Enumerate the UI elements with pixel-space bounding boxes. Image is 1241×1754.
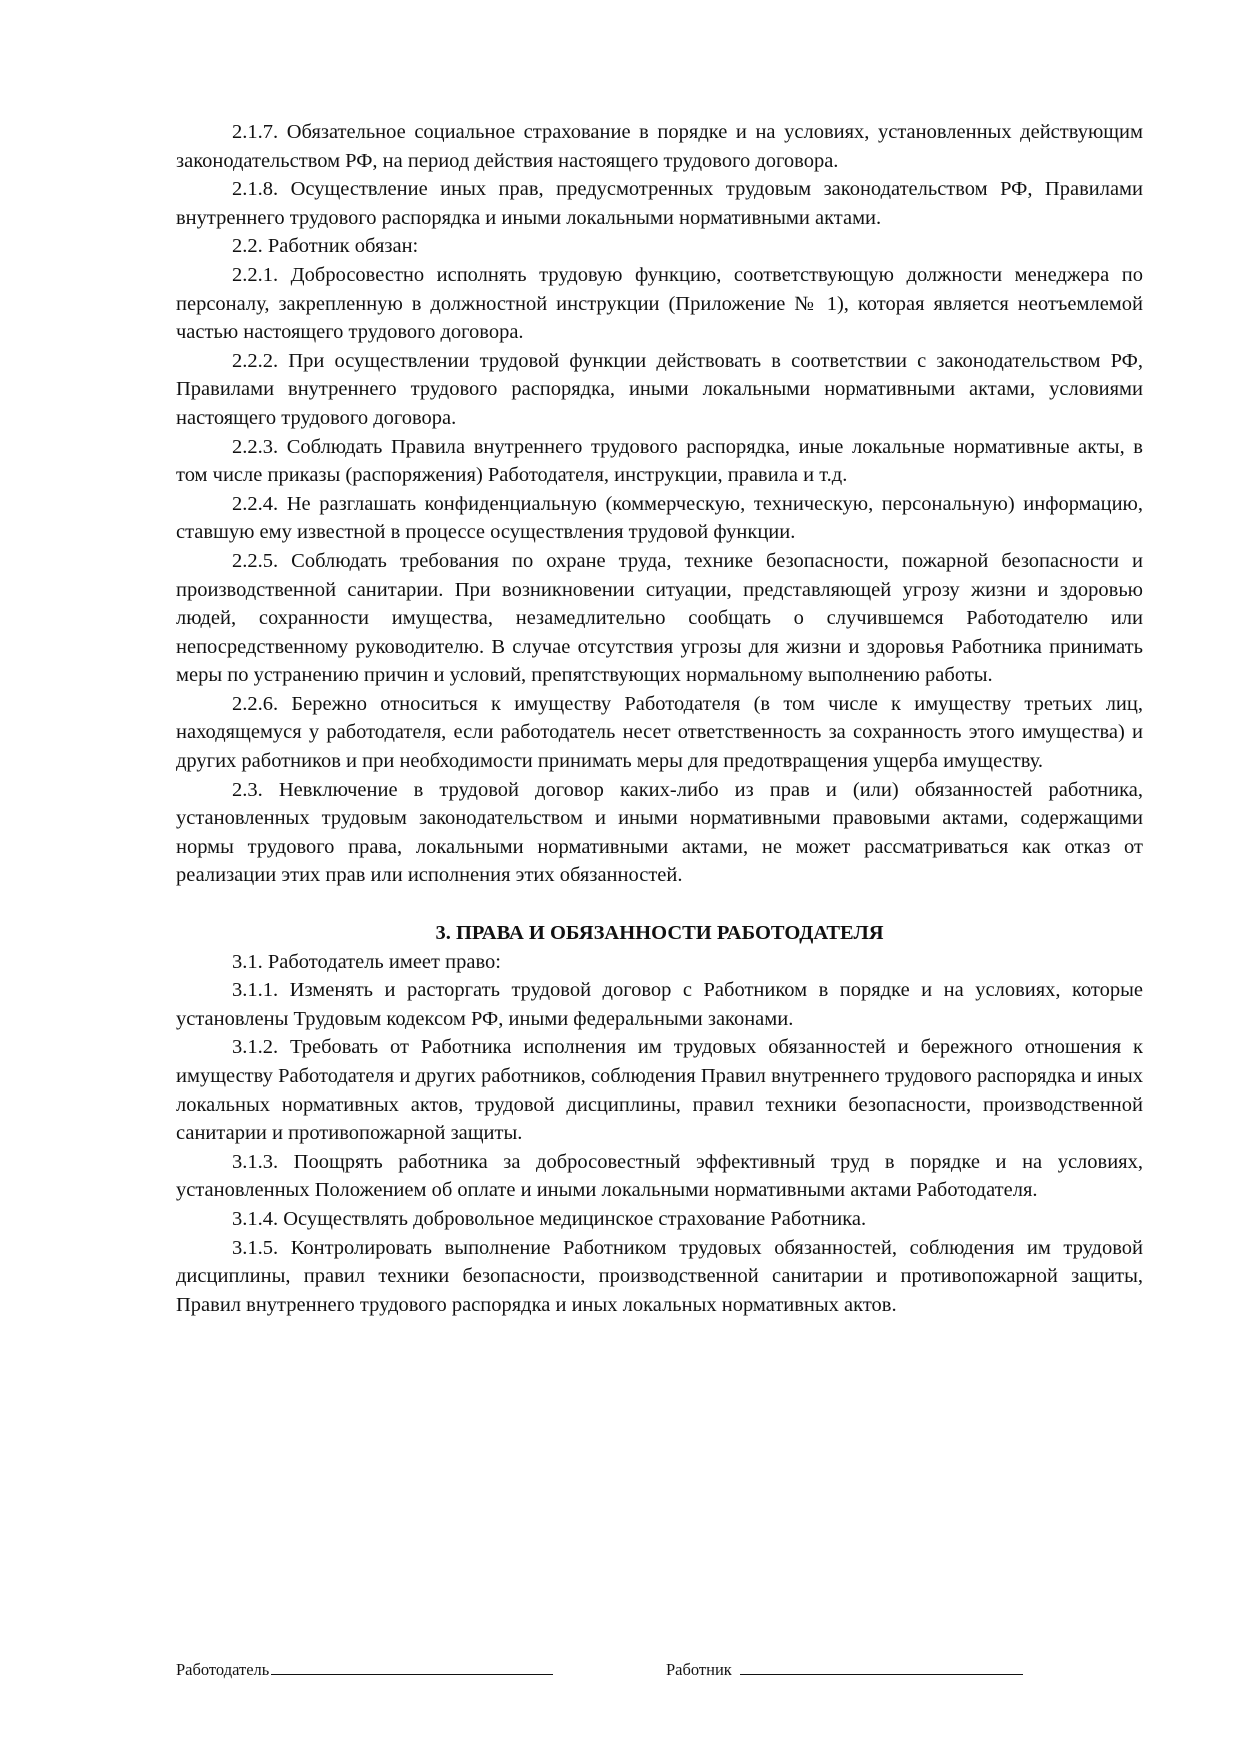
clause-3-1: 3.1. Работодатель имеет право: bbox=[232, 950, 501, 973]
clause-2-2-5: 2.2.5. Соблюдать требования по охране труда, технике безопасности, пожарной безопасности и производственной санитарии. При возникновении ситуации, представляющей угрозу жизни и здоровью людей, сохранности имущества, незамедлительно сообщать о случившемся Работодателю или непосредственному руководителю. В случае отсутствия угрозы для жизни и здоровья Работника принимать меры по устранению причин и условий, препятствующих нормальному выполнению работы. bbox=[176, 549, 1143, 687]
employee-signature-label: Работник bbox=[666, 1660, 732, 1679]
clause-2-2-1: 2.2.1. Добросовестно исполнять трудовую функцию, соответствующую должности менеджера по персоналу, закрепленную в должностной инструкции (Приложение № 1), которая является неотъемлемой частью настоящего трудового договора. bbox=[176, 263, 1143, 344]
clause-3-1-3: 3.1.3. Поощрять работника за добросовестный эффективный труд в порядке и на условиях, установленных Положением об оплате и иными локальными нормативными актами Работодателя. bbox=[176, 1150, 1143, 1202]
clause-2-1-7: 2.1.7. Обязательное социальное страхование в порядке и на условиях, установленных действующим законодательством РФ, на период действия настоящего трудового договора. bbox=[176, 121, 1143, 172]
clause-2-1-8: 2.1.8. Осуществление иных прав, предусмотренных трудовым законодательством РФ, Правилами внутреннего трудового распорядка и иными локальными нормативными актами. bbox=[176, 178, 1143, 229]
employer-signature-line bbox=[271, 1658, 553, 1675]
clause-3-1-4: 3.1.4. Осуществлять добровольное медицинское страхование Работника. bbox=[232, 1207, 867, 1230]
clause-2-2-3: 2.2.3. Соблюдать Правила внутреннего трудового распорядка, иные локальные нормативные акты, в том числе приказы (распоряжения) Работодателя, инструкции, правила и т.д. bbox=[176, 435, 1143, 487]
clause-2-2: 2.2. Работник обязан: bbox=[232, 235, 419, 258]
section-3-title: 3. ПРАВА И ОБЯЗАННОСТИ РАБОТОДАТЕЛЯ bbox=[435, 922, 884, 945]
employee-signature bbox=[666, 1658, 1023, 1682]
clause-3-1-1: 3.1.1. Изменять и расторгать трудовой договор с Работником в порядке и на условиях, которые установлены Трудовым кодексом РФ, иными федеральными законами. bbox=[176, 979, 1143, 1030]
employer-signature bbox=[176, 1658, 553, 1682]
clause-3-1-2: 3.1.2. Требовать от Работника исполнения им трудовых обязанностей и бережного отношения к имуществу Работодателя и других работников, соблюдения Правил внутреннего трудового распорядка и иных локальных нормативных актов, трудовой дисциплины, правил техники безопасности, производственной санитарии и противопожарной защиты. bbox=[176, 1036, 1143, 1145]
clause-2-2-2: 2.2.2. При осуществлении трудовой функции действовать в соответствии с законодательством РФ, Правилами внутреннего трудового распорядка, иными локальными нормативными актами, условиями настоящего трудового договора. bbox=[176, 349, 1143, 429]
clause-2-2-6: 2.2.6. Бережно относиться к имуществу Работодателя (в том числе к имуществу третьих лиц, находящемуся у работодателя, если работодатель несет ответственность за сохранность этого имущества) и других работников и при необходимости принимать меры для предотвращения ущерба имуществу. bbox=[176, 692, 1143, 773]
clause-2-2-4: 2.2.4. Не разглашать конфиденциальную (коммерческую, техническую, персональную) информацию, ставшую ему известной в процессе осуществления трудовой функции. bbox=[176, 492, 1143, 544]
document-body bbox=[176, 118, 1143, 1319]
employer-signature-label: Работодатель bbox=[176, 1660, 270, 1679]
clause-2-3: 2.3. Невключение в трудовой договор каких-либо из прав и (или) обязанностей работника, установленных трудовым законодательством и иными нормативными правовыми актами, содержащими нормы трудового права, локальными нормативными актами, не может рассматриваться как отказ от реализации этих прав или исполнения этих обязанностей. bbox=[176, 778, 1143, 887]
employee-signature-line bbox=[740, 1658, 1023, 1675]
clause-3-1-5: 3.1.5. Контролировать выполнение Работником трудовых обязанностей, соблюдения им трудовой дисциплины, правил техники безопасности, производственной санитарии и противопожарной защиты, Правил внутреннего трудового распорядка и иных локальных нормативных актов. bbox=[176, 1236, 1143, 1316]
